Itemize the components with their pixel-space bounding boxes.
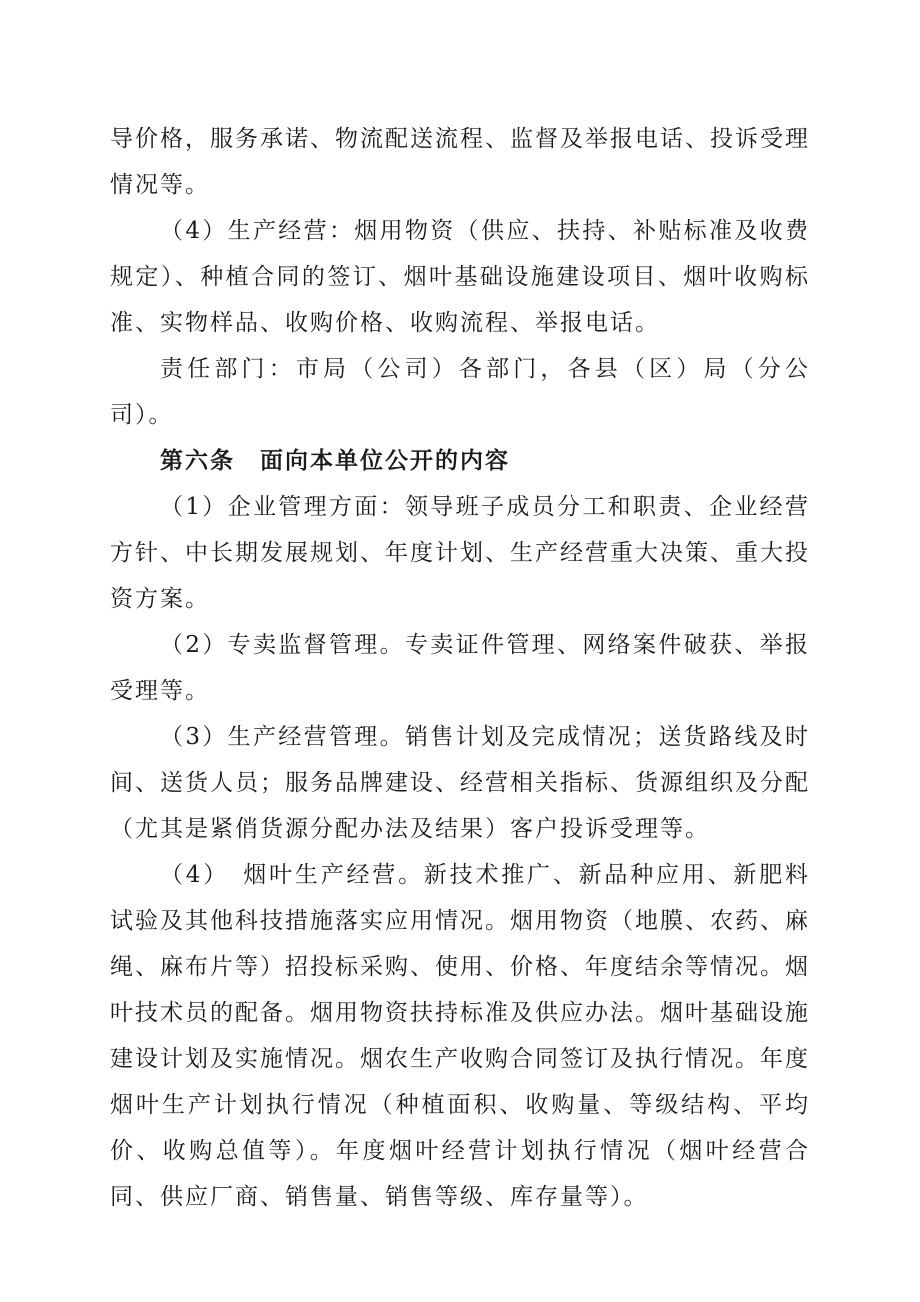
paragraph-responsible-department: 责任部门：市局（公司）各部门，各县（区）局（分公司）。 xyxy=(110,356,810,428)
article-six-heading: 第六条 面向本单位公开的内容 xyxy=(160,447,510,474)
document-body xyxy=(110,116,810,1220)
paragraph-monopoly-supervision: （2）专卖监督管理。专卖证件管理、网络案件破获、举报受理等。 xyxy=(110,632,810,704)
paragraph-continuation: 导价格，服务承诺、物流配送流程、监督及举报电话、投诉受理情况等。 xyxy=(110,126,810,198)
paragraph-operation-management: （3）生产经营管理。销售计划及完成情况；送货路线及时间、送货人员；服务品牌建设、经营相关指标、货源组织及分配（尤其是紧俏货源分配办法及结果）客户投诉受理等。 xyxy=(110,724,810,842)
paragraph-production-operation: （4）生产经营：烟用物资（供应、扶持、补贴标准及收费规定）、种植合同的签订、烟叶基础设施建设项目、烟叶收购标准、实物样品、收购价格、收购流程、举报电话。 xyxy=(110,218,810,336)
paragraph-enterprise-management: （1）企业管理方面：领导班子成员分工和职责、企业经营方针、中长期发展规划、年度计划、生产经营重大决策、重大投资方案。 xyxy=(110,494,810,612)
paragraph-tobacco-production: （4） 烟叶生产经营。新技术推广、新品种应用、新肥料试验及其他科技措施落实应用情况。烟用物资（地膜、农药、麻绳、麻布片等）招投标采购、使用、价格、年度结余等情况。烟叶技术员的配备。烟用物资扶持标准及供应办法。烟叶基础设施建设计划及实施情况。烟农生产收购合同签订及执行情况。年度烟叶生产计划执行情况（种植面积、收购量、等级结构、平均价、收购总值等）。年度烟叶经营计划执行情况（烟叶经营合同、供应厂商、销售量、销售等级、库存量等）。 xyxy=(110,862,810,1210)
